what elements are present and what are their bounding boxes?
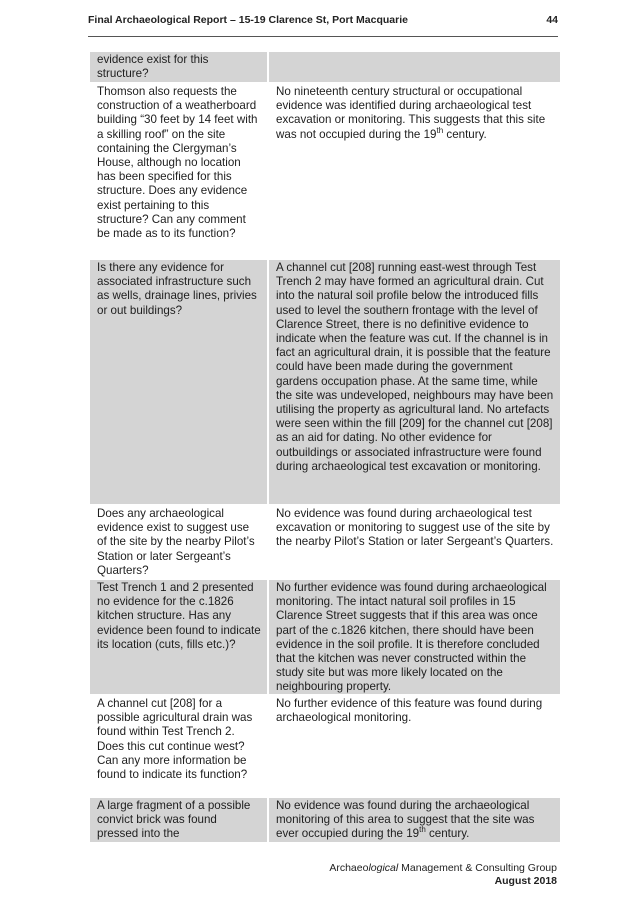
organisation-name: Archaeological Management & Consulting Group: [329, 862, 557, 874]
question-cell: evidence exist for this structure?: [90, 52, 267, 82]
question-cell: Does any archaeological evidence exist to suggest use of the site by the nearby Pilot’s Station or later Sergeant’s Quarters?: [90, 506, 267, 578]
research-questions-table: [90, 52, 560, 842]
question-cell: Is there any evidence for associated infrastructure such as wells, drainage lines, privies or out buildings?: [90, 260, 267, 504]
answer-cell: No further evidence of this feature was found during archaeological monitoring.: [269, 696, 560, 796]
table-row: [90, 580, 560, 694]
table-row: [90, 798, 560, 842]
table-row: [90, 506, 560, 578]
page-header: [88, 12, 558, 32]
report-title: Final Archaeological Report – 15-19 Clarence St, Port Macquarie: [88, 14, 408, 26]
question-cell: Thomson also requests the construction of a weatherboard building “30 feet by 14 feet with a skilling roof” on the site containing the Clergyman’s House, although no location has been specified for this structure. Does any evidence exist pertaining to this structure? Can any comment be made as to its function?: [90, 84, 267, 258]
answer-cell: No evidence was found during archaeological test excavation or monitoring to suggest use of the site by the nearby Pilot’s Station or later Sergeant’s Quarters.: [269, 506, 560, 578]
answer-cell: No evidence was found during the archaeological monitoring of this area to suggest that the site was ever occupied during the 19th century.: [269, 798, 560, 842]
question-cell: A channel cut [208] for a possible agricultural drain was found within Test Trench 2. Does this cut continue west? Can any more information be found to indicate its function?: [90, 696, 267, 796]
answer-cell: No further evidence was found during archaeological monitoring. The intact natural soil profiles in 15 Clarence Street suggests that if this area was once part of the c.1826 kitchen, there should have been evidence in the soil profile. It is therefore concluded that the kitchen was never constructed within the study site but was more likely located on the neighbouring property.: [269, 580, 560, 694]
answer-text: No nineteenth century structural or occupational evidence was identified during archaeological test excavation or monitoring. This suggests that this site was not occupied during the 19th century.: [276, 85, 546, 141]
report-date: August 2018: [494, 875, 557, 887]
table-row: [90, 84, 560, 258]
page-number: 44: [546, 14, 558, 26]
table-row: [90, 52, 560, 82]
answer-cell: [269, 52, 560, 82]
answer-cell: A channel cut [208] running east-west through Test Trench 2 may have formed an agricultural drain. Cut into the natural soil profile below the introduced fills used to level the southern frontage with the level of Clarence Street, there is no definitive evidence to indicate when the feature was cut. If the channel is in fact an agricultural drain, it is possible that the feature could have been made during the government gardens occupation phase. At the same time, while the site was undeveloped, neighbours may have been utilising the property as agricultural land. No artefacts were seen within the fill [209] for the channel cut [208] as an aid for dating. No other evidence for outbuildings or associated infrastructure were found during archaeological test excavation or monitoring.: [269, 260, 560, 504]
table-row: [90, 260, 560, 504]
answer-cell: [269, 84, 560, 258]
table-row: [90, 696, 560, 796]
page-footer: [329, 862, 557, 888]
header-divider: [88, 36, 558, 37]
question-cell: Test Trench 1 and 2 presented no evidence for the c.1826 kitchen structure. Has any evidence been found to indicate its location (cuts, fills etc.)?: [90, 580, 267, 694]
question-cell: A large fragment of a possible convict brick was found pressed into the: [90, 798, 267, 842]
